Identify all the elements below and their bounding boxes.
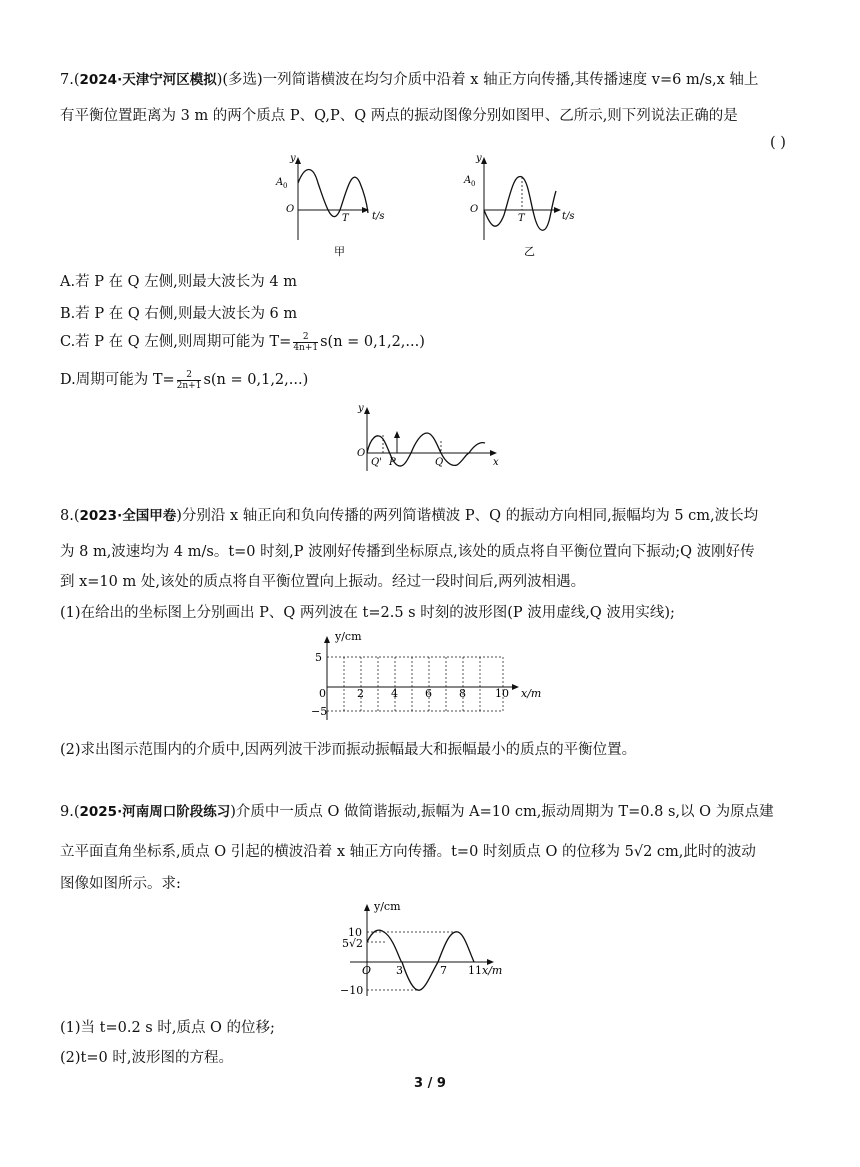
q8-line2: 为 8 m,波速均为 4 m/s。t=0 时刻,P 波刚好传播到坐标原点,该处的质点将自平衡位置向下振动;Q 波刚好传 xyxy=(60,544,755,560)
q9-part1: (1)当 t=0.2 s 时,质点 O 的位移; xyxy=(60,1020,275,1036)
q9-ylabel: y/cm xyxy=(374,900,401,913)
grid-x0: 0 xyxy=(319,687,326,700)
fig-jia-o: O xyxy=(286,204,295,215)
q9-x11: 11 xyxy=(468,964,482,977)
fig-jia xyxy=(270,153,400,258)
fig-yi xyxy=(462,153,592,258)
grid-ylabel: y/cm xyxy=(335,630,362,643)
q9-xlabel: x/m xyxy=(482,964,503,977)
fig-yi-label: 乙 xyxy=(524,245,535,258)
q9-y5r2: 5√2 xyxy=(342,937,364,950)
q9-y10: 10 xyxy=(348,926,362,939)
fig-jia-ts: t/s xyxy=(372,211,385,222)
q9-o: O xyxy=(362,964,372,977)
grid-x4: 4 xyxy=(391,687,398,700)
q9-graph xyxy=(340,900,520,1000)
q9-x7: 7 xyxy=(440,964,447,977)
q7-option-d-fraction: $\frac{2}{2n+1}$ xyxy=(176,369,202,391)
q9-x3: 3 xyxy=(396,964,403,977)
q9-line2: 立平面直角坐标系,质点 O 引起的横波沿着 x 轴正方向传播。t=0 时刻质点 O 的位移为 5√2 cm,此时的波动 xyxy=(60,844,756,860)
grid-x8: 8 xyxy=(459,687,466,700)
q7-option-b: B.若 P 在 Q 右侧,则最大波长为 6 m xyxy=(60,306,298,322)
q7-line1: 7.(2024·天津宁河区模拟)(多选)一列简谐横波在均匀介质中沿着 x 轴正方向传播,其传播速度 v=6 m/s,x 轴上 xyxy=(60,72,759,88)
fig3-o: O xyxy=(357,448,366,459)
fig-pq-wave xyxy=(355,403,505,473)
grid-x10: 10 xyxy=(495,687,509,700)
grid-x6: 6 xyxy=(425,687,432,700)
q8-line3: 到 x=10 m 处,该处的质点将自平衡位置向上振动。经过一段时间后,两列波相遇。 xyxy=(60,574,586,590)
q8-source: 2023·全国甲卷 xyxy=(79,508,177,524)
fig-yi-t: T xyxy=(518,213,525,224)
q9-part2: (2)t=0 时,波形图的方程。 xyxy=(60,1050,233,1066)
grid-y5: 5 xyxy=(315,651,322,664)
fig3-q1: Q' xyxy=(371,457,382,468)
grid-xlabel: x/m xyxy=(521,687,542,700)
grid-y-5: −5 xyxy=(311,705,328,718)
fig-jia-t: T xyxy=(342,213,349,224)
fig3-p: P xyxy=(389,457,396,468)
q9-source: 2025·河南周口阶段练习 xyxy=(79,804,231,820)
page-number: 3 / 9 xyxy=(414,1076,446,1091)
fig-yi-a0: A xyxy=(464,175,472,186)
q7-line2: 有平衡位置距离为 3 m 的两个质点 P、Q,P、Q 两点的振动图像分别如图甲、乙所示,则下列说法正确的是 xyxy=(60,108,738,124)
fig-yi-y: y xyxy=(476,153,482,164)
fig3-q: Q xyxy=(435,457,444,468)
q7-source: 2024·天津宁河区模拟 xyxy=(79,72,217,88)
fig-jia-y: y xyxy=(290,153,296,164)
fig-jia-a0: A xyxy=(276,177,284,188)
q8-line1: 8.(2023·全国甲卷)分别沿 x 轴正向和负向传播的两列简谐横波 P、Q 的振动方向相同,振幅均为 5 cm,波长均 xyxy=(60,508,759,524)
q9-yneg: −10 xyxy=(340,984,364,997)
q7-option-a: A.若 P 在 Q 左侧,则最大波长为 4 m xyxy=(60,274,297,290)
q9-line3: 图像如图所示。求: xyxy=(60,876,181,892)
fig-jia-a0-sub: 0 xyxy=(283,182,288,190)
q7-option-d: D.周期可能为 T= $\frac{2}{2n+1}$ s(n = 0,1,2,...) xyxy=(60,369,309,391)
q7-option-c-fraction: $\frac{2}{4n+1}$ xyxy=(293,331,319,353)
q9-line1: 9.(2025·河南周口阶段练习)介质中一质点 O 做简谐振动,振幅为 A=10 cm,振动周期为 T=0.8 s,以 O 为原点建 xyxy=(60,804,774,820)
fig-jia-label: 甲 xyxy=(334,245,345,258)
q8-grid xyxy=(311,630,555,725)
q7-option-c: C.若 P 在 Q 左侧,则周期可能为 T= $\frac{2}{4n+1}$ s(n = 0,1,2,...) xyxy=(60,331,425,353)
fig-yi-ts: t/s xyxy=(562,211,575,222)
q8-part2: (2)求出图示范围内的介质中,因两列波干涉而振动振幅最大和振幅最小的质点的平衡位置。 xyxy=(60,742,637,758)
fig-yi-o: O xyxy=(470,204,479,215)
fig-yi-a0-sub: 0 xyxy=(471,180,476,188)
answer-paren: ( ) xyxy=(770,135,786,151)
fig3-x: x xyxy=(493,457,499,468)
grid-x2: 2 xyxy=(357,687,364,700)
fig3-y: y xyxy=(358,403,364,414)
q8-part1: (1)在给出的坐标图上分别画出 P、Q 两列波在 t=2.5 s 时刻的波形图(P 波用虚线,Q 波用实线); xyxy=(60,605,675,621)
